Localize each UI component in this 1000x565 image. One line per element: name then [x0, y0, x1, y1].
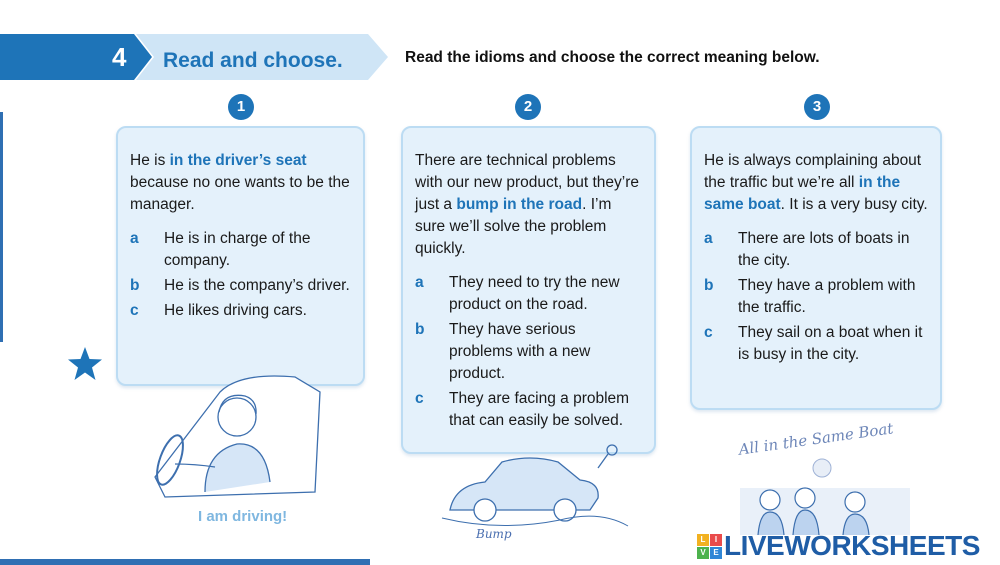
option-a[interactable]: a They need to try the new product on the road. — [415, 274, 620, 313]
option-a[interactable]: a There are lots of boats in the city. — [704, 230, 910, 269]
boat-illustration-title: All in the Same Boat — [737, 419, 895, 459]
bump-label: Bump — [476, 527, 512, 541]
liveworksheets-logo — [697, 531, 980, 561]
card-number-2: 2 — [515, 94, 541, 120]
star-icon — [66, 345, 104, 383]
question-card-3 — [690, 126, 942, 410]
option-a[interactable]: a He is in charge of the company. — [130, 230, 311, 269]
instruction-text: Read the idioms and choose the correct meaning below. — [405, 49, 820, 66]
exercise-title: Read and choose. — [163, 49, 343, 72]
left-margin-line — [0, 112, 3, 342]
same-boat-illustration — [740, 450, 910, 535]
idiom-sentence: He is always complaining about the traffic but we’re all in the same boat. It is a very busy city. — [704, 152, 928, 213]
driver-caption: I am driving! — [198, 508, 288, 525]
idiom-sentence: There are technical problems with our new product, but they’re just a bump in the road. I’m sure we’ll solve the problem quickly. — [415, 152, 640, 257]
exercise-number: 4 — [112, 42, 127, 72]
card-number-1: 1 — [228, 94, 254, 120]
logo-text: LIVEWORKSHEETS — [724, 530, 980, 561]
driver-illustration — [145, 372, 325, 507]
option-c[interactable]: c They are facing a problem that can easily be solved. — [415, 390, 630, 429]
idiom-highlight: in the same boat — [704, 174, 901, 213]
idiom-highlight: bump in the road — [456, 196, 583, 213]
option-b[interactable]: b They have serious problems with a new product. — [415, 321, 591, 382]
card-number-3: 3 — [804, 94, 830, 120]
option-b[interactable]: b He is the company’s driver. — [130, 277, 350, 294]
logo-icon: L I V E — [697, 534, 722, 559]
option-c[interactable]: c He likes driving cars. — [130, 302, 307, 319]
idiom-sentence: He is in the driver’s seat because no one wants to be the manager. — [130, 152, 350, 213]
question-card-2 — [401, 126, 656, 454]
question-card-1 — [116, 126, 365, 386]
idiom-highlight: in the driver’s seat — [169, 152, 307, 169]
car-bump-illustration — [440, 440, 630, 535]
option-b[interactable]: b They have a problem with the traffic. — [704, 277, 916, 316]
option-c[interactable]: c They sail on a boat when it is busy in the city. — [704, 324, 923, 363]
bottom-bar — [0, 559, 370, 565]
